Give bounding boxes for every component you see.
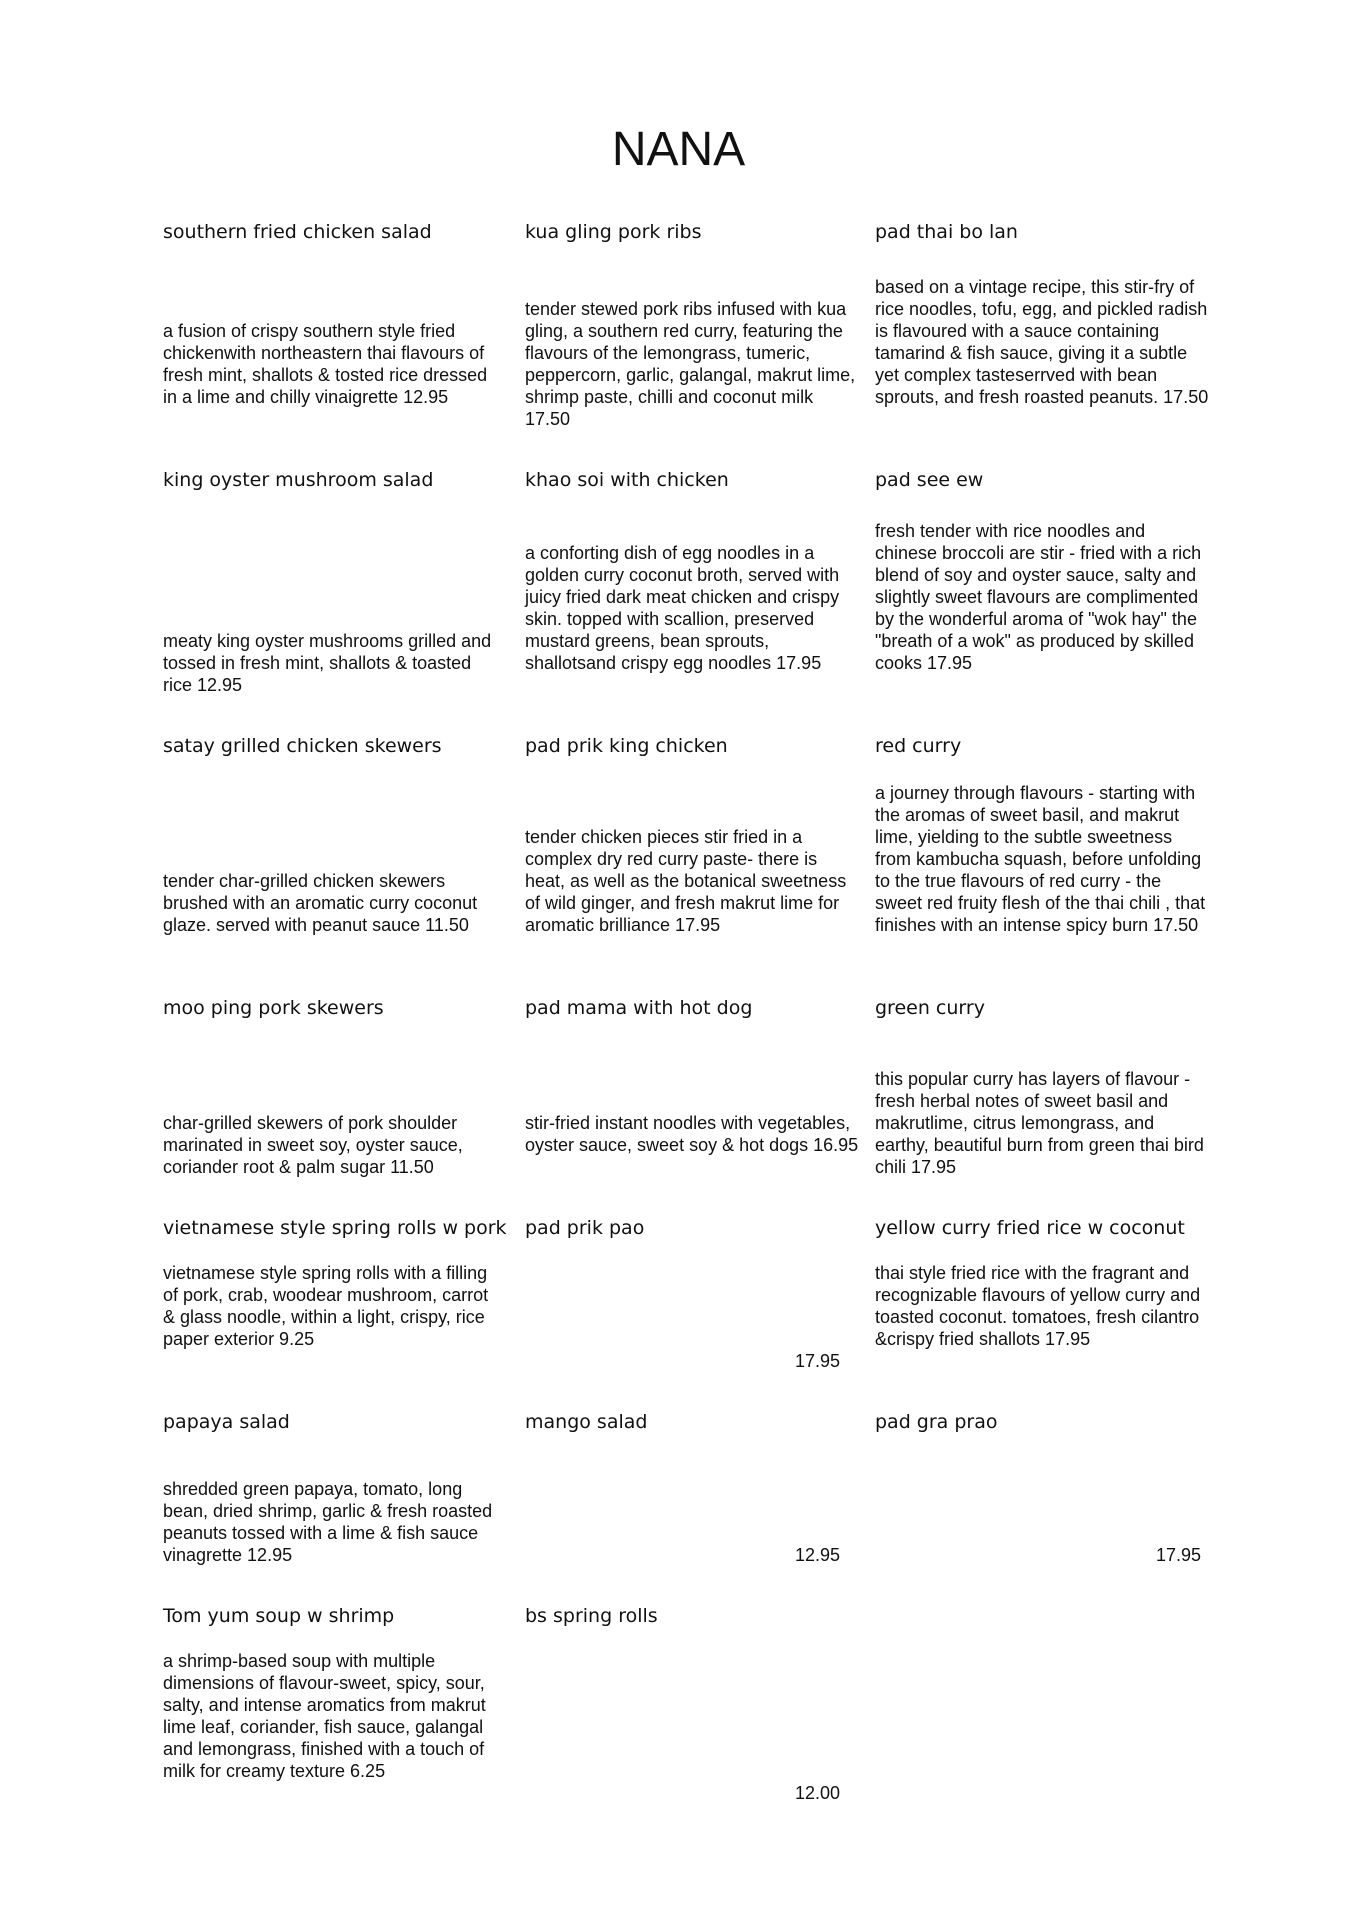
item-name: vietnamese style spring rolls w pork (163, 1217, 507, 1239)
item-description: tender stewed pork ribs infused with kua gling, a southern red curry, featuring the flavours of the lemongrass, tumeric, peppercorn, garlic, galangal, makrut lime, shrimp paste, chilli and coconut milk 17.50 (525, 299, 856, 429)
item-description: based on a vintage recipe, this stir-fry of rice noodles, tofu, egg, and pickled radish is flavoured with a sauce containing tamarind & fish sauce, giving it a subtle yet complex tasteserrved with bean sprouts, and fresh roasted peanuts. 17.50 (875, 277, 1209, 407)
item-description: char-grilled skewers of pork shoulder marinated in sweet soy, oyster sauce, coriander root & palm sugar 11.50 (163, 1113, 463, 1177)
item-name: pad thai bo lan (875, 221, 1018, 243)
item-price: 17.95 (1155, 1545, 1201, 1565)
item-name: khao soi with chicken (525, 469, 729, 491)
menu-title: NANA (611, 123, 746, 176)
item-name: bs spring rolls (525, 1605, 658, 1627)
item-description: thai style fried rice with the fragrant and recognizable flavours of yellow curry and toasted coconut. tomatoes, fresh cilantro &crispy fried shallots 17.95 (875, 1263, 1201, 1349)
item-description: stir-fried instant noodles with vegetables, oyster sauce, sweet soy & hot dogs 16.95 (525, 1113, 859, 1155)
item-description: vietnamese style spring rolls with a filling of pork, crab, woodear mushroom, carrot & glass noodle, within a light, crispy, rice paper exterior 9.25 (163, 1263, 489, 1349)
item-name: king oyster mushroom salad (163, 469, 434, 491)
item-name: southern fried chicken salad (163, 221, 432, 243)
item-name: pad prik pao (525, 1217, 645, 1239)
item-description: tender chicken pieces stir fried in a complex dry red curry paste- there is heat, as well as the botanical sweetness of wild ginger, and fresh makrut lime for aromatic brilliance 17.95 (525, 827, 847, 935)
item-name: pad see ew (875, 469, 984, 491)
item-name: mango salad (525, 1411, 648, 1433)
item-price: 12.00 (794, 1783, 840, 1803)
item-name: satay grilled chicken skewers (163, 735, 442, 757)
item-description: a conforting dish of egg noodles in a golden curry coconut broth, served with juicy fried dark meat chicken and crispy skin. topped with scallion, preserved mustard greens, bean sprouts, shallotsand crispy egg noodles 17.95 (525, 543, 840, 673)
item-description: fresh tender with rice noodles and chinese broccoli are stir - fried with a rich blend of soy and oyster sauce, salty and slightly sweet flavours are complimented by the wonderful aroma of "wok hay" the "breath of a wok" as produced by skilled cooks 17.95 (875, 521, 1202, 673)
item-description: tender char-grilled chicken skewers brushed with an aromatic curry coconut glaze. served with peanut sauce 11.50 (163, 871, 478, 935)
item-price: 17.95 (794, 1351, 840, 1371)
item-name: moo ping pork skewers (163, 997, 384, 1019)
item-name: pad mama with hot dog (525, 997, 753, 1019)
item-description: shredded green papaya, tomato, long bean, dried shrimp, garlic & fresh roasted peanuts tossed with a lime & fish sauce vinagrette 12.95 (163, 1479, 493, 1565)
item-name: yellow curry fried rice w coconut (875, 1217, 1185, 1239)
item-description: a journey through flavours - starting with the aromas of sweet basil, and makrut lime, yielding to the subtle sweetness from kambucha squash, before unfolding to the true flavours of red curry - the sweet red fruity flesh of the thai chili , that finishes with an intense spicy burn 17.50 (875, 783, 1206, 935)
item-name: Tom yum soup w shrimp (163, 1605, 395, 1627)
item-price: 12.95 (794, 1545, 840, 1565)
item-description: meaty king oyster mushrooms grilled and tossed in fresh mint, shallots & toasted rice 12.95 (163, 631, 492, 695)
item-name: red curry (875, 735, 962, 757)
item-name: kua gling pork ribs (525, 221, 702, 243)
item-name: green curry (875, 997, 985, 1019)
item-description: a shrimp-based soup with multiple dimensions of flavour-sweet, spicy, sour, salty, and intense aromatics from makrut lime leaf, coriander, fish sauce, galangal and lemongrass, finished with a touch of milk for creamy texture 6.25 (163, 1651, 486, 1781)
item-description: this popular curry has layers of flavour - fresh herbal notes of sweet basil and makrutlime, citrus lemongrass, and earthy, beautiful burn from green thai bird chili 17.95 (875, 1069, 1204, 1177)
item-name: papaya salad (163, 1411, 290, 1433)
item-name: pad gra prao (875, 1411, 998, 1433)
item-name: pad prik king chicken (525, 735, 728, 757)
item-description: a fusion of crispy southern style fried chickenwith northeastern thai flavours of fresh mint, shallots & tosted rice dressed in a lime and chilly vinaigrette 12.95 (163, 321, 488, 407)
